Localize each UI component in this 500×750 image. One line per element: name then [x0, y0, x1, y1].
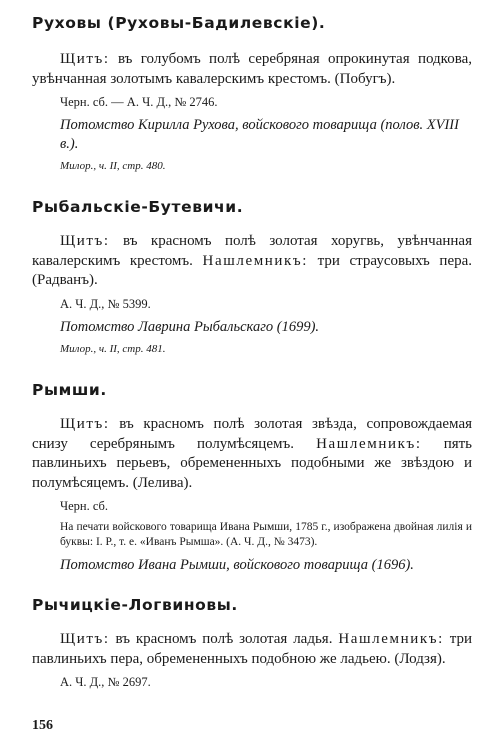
bibliographic-reference: Милор., ч. II, стр. 481.: [60, 342, 166, 355]
shield-text: въ голубомъ полѣ серебряная опрокинутая подкова, увѣнчанная золотымъ кавалерскимъ крестомъ. (Побугъ).: [32, 51, 472, 87]
shield-description: [32, 50, 472, 89]
shield-label: Щитъ:: [60, 233, 110, 249]
crest-label: Нашлемникъ:: [338, 631, 444, 647]
source-reference: А. Ч. Д., № 5399.: [60, 296, 151, 311]
shield-description: [32, 232, 472, 291]
seal-note: На печати войскового товарища Ивана Рымши, 1785 г., изображена двойная лилія и буквы: І. Р., т. е. «Иванъ Рымша». (А. Ч. Д., № 3473).: [60, 521, 472, 548]
page-number: 156: [32, 718, 53, 733]
descent-text: Потомство Ивана Рымши, войскового товарища (1696).: [60, 557, 414, 573]
crest-label: Нашлемникъ:: [202, 252, 309, 269]
entry-title: Рыбальскіе-Бутевичи.: [32, 198, 244, 216]
source-reference: А. Ч. Д., № 2697.: [60, 675, 151, 689]
source-reference: Черн. сб.: [60, 499, 109, 513]
shield-description: [32, 630, 472, 669]
entry-rymshi: [32, 381, 472, 575]
descent-text: Потомство Кирилла Рухова, войскового товарища (полов. XVIII в.).: [60, 117, 459, 152]
entry-title: Руховы (Руховы-Бадилевскіе).: [32, 14, 326, 32]
source-reference: Черн. сб. — А. Ч. Д., № 2746.: [60, 95, 218, 109]
shield-text: въ красномъ полѣ золотая хоругвь, увѣнчанная кавалерскимъ крестомъ.: [32, 233, 472, 269]
shield-text: въ красномъ полѣ золотая звѣзда, сопровождаемая снизу серебрянымъ полумѣсяцемъ.: [32, 416, 472, 452]
entry-rychitskie-logvinovy: [32, 596, 472, 690]
entry-rukhovy: [32, 14, 472, 172]
shield-description: [32, 415, 472, 493]
entry-title: Рычицкіе-Логвиновы.: [32, 596, 238, 614]
crest-text: три страусовыхъ пера. (Радванъ).: [32, 252, 473, 288]
shield-label: Щитъ:: [60, 51, 110, 67]
entry-rybalskie-butevichi: [32, 198, 472, 355]
crest-text: три павлиньихъ пера, обремененныхъ подобною же ладьею. (Лодзя).: [32, 631, 473, 667]
shield-text: въ красномъ полѣ золотая ладья.: [109, 631, 333, 647]
crest-label: Нашлемникъ:: [316, 435, 422, 452]
bibliographic-reference: Милор., ч. II, стр. 480.: [60, 160, 166, 172]
shield-label: Щитъ:: [60, 416, 110, 432]
descent-text: Потомство Лаврина Рыбальскаго (1699).: [60, 318, 320, 335]
crest-text: пять павлиньихъ перьевъ, обремененныхъ подобными же звѣздою и полумѣсяцемъ. (Лелива).: [32, 435, 473, 491]
shield-label: Щитъ:: [60, 631, 110, 647]
entry-title: Рымши.: [32, 381, 107, 399]
